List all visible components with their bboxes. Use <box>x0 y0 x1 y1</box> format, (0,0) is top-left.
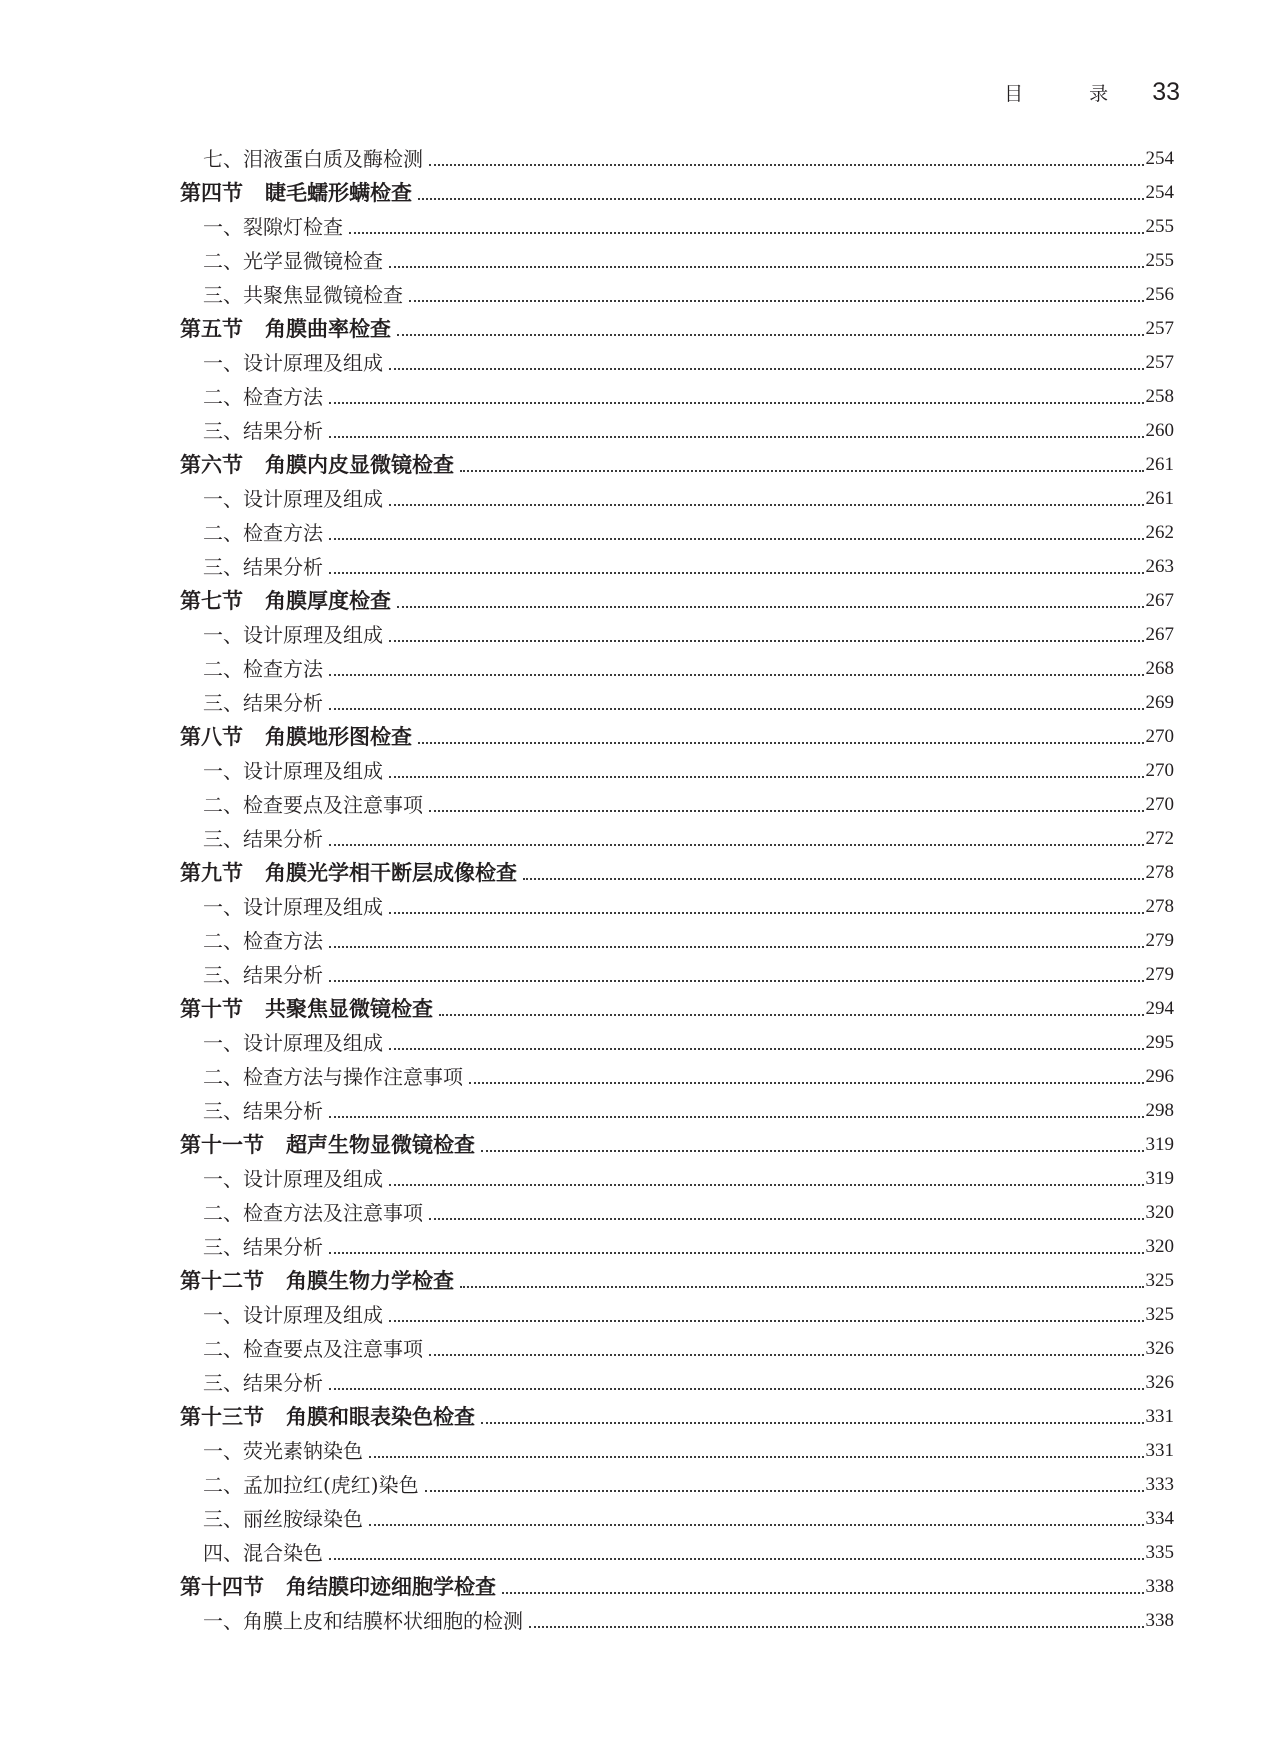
toc-page-number: 270 <box>1145 794 1174 815</box>
toc-entry-title: 二、孟加拉红(虎红)染色 <box>203 1473 419 1497</box>
toc-page-number: 261 <box>1145 488 1174 509</box>
toc-page-number: 325 <box>1145 1304 1174 1325</box>
toc-entry-title: 一、设计原理及组成 <box>203 351 383 375</box>
section-title: 角膜厚度检查 <box>265 588 391 613</box>
toc-entry-title: 四、混合染色 <box>203 1541 323 1565</box>
dot-leader <box>418 196 1144 200</box>
dot-leader <box>329 706 1144 710</box>
toc-item-row[interactable] <box>0 1604 1280 1638</box>
toc-item-row[interactable] <box>0 210 1280 244</box>
toc-section-row[interactable] <box>0 992 1280 1026</box>
toc-item-row[interactable] <box>0 1026 1280 1060</box>
dot-leader <box>389 774 1144 778</box>
running-header <box>1004 72 1180 112</box>
toc-page-number: 267 <box>1145 590 1174 611</box>
dot-leader <box>329 842 1144 846</box>
dot-leader <box>349 230 1144 234</box>
toc-page-number: 257 <box>1145 318 1174 339</box>
dot-leader <box>329 1386 1144 1390</box>
section-title: 角膜和眼表染色检查 <box>286 1404 475 1429</box>
toc-entry-title: 三、结果分析 <box>203 963 323 987</box>
toc-page-number: 326 <box>1145 1338 1174 1359</box>
toc-entry-title <box>180 1264 460 1298</box>
toc-entry-title <box>180 176 418 210</box>
toc-entry-title <box>180 720 418 754</box>
toc-item-row[interactable] <box>0 788 1280 822</box>
toc-page-number: 296 <box>1145 1066 1174 1087</box>
dot-leader <box>523 876 1144 880</box>
dot-leader <box>409 298 1144 302</box>
toc-entry-title <box>180 312 397 346</box>
toc-entry-title <box>180 1570 502 1604</box>
toc-section-row[interactable] <box>0 448 1280 482</box>
toc-section-row[interactable] <box>0 176 1280 210</box>
dot-leader <box>481 1148 1144 1152</box>
toc-item-row[interactable] <box>0 482 1280 516</box>
toc-entry-title: 一、设计原理及组成 <box>203 623 383 647</box>
dot-leader <box>329 672 1144 676</box>
toc-item-row[interactable] <box>0 1332 1280 1366</box>
section-number: 第十节 <box>180 996 243 1021</box>
toc-item-row[interactable] <box>0 1060 1280 1094</box>
toc-page-number: 319 <box>1145 1134 1174 1155</box>
section-number: 第四节 <box>180 180 243 205</box>
dot-leader <box>425 1488 1144 1492</box>
section-title: 睫毛蠕形螨检查 <box>265 180 412 205</box>
toc-section-row[interactable] <box>0 584 1280 618</box>
toc-item-row[interactable] <box>0 550 1280 584</box>
toc-entry-title: 三、结果分析 <box>203 555 323 579</box>
toc-entry-title: 三、结果分析 <box>203 1235 323 1259</box>
toc-entry-title: 一、设计原理及组成 <box>203 1303 383 1327</box>
toc-item-row[interactable] <box>0 380 1280 414</box>
toc-item-row[interactable] <box>0 1434 1280 1468</box>
toc-page-number: 326 <box>1145 1372 1174 1393</box>
toc-item-row[interactable] <box>0 278 1280 312</box>
toc-entry-title: 三、丽丝胺绿染色 <box>203 1507 363 1531</box>
toc-entry-title: 一、设计原理及组成 <box>203 895 383 919</box>
toc-page-number: 335 <box>1145 1542 1174 1563</box>
dot-leader <box>329 944 1144 948</box>
toc-page-number: 262 <box>1145 522 1174 543</box>
toc-page-number: 278 <box>1145 862 1174 883</box>
toc-entry-title: 一、设计原理及组成 <box>203 1031 383 1055</box>
toc-page-number: 320 <box>1145 1236 1174 1257</box>
toc-item-row[interactable] <box>0 890 1280 924</box>
toc-page-number: 254 <box>1145 148 1174 169</box>
dot-leader <box>460 468 1144 472</box>
toc-page-number: 270 <box>1145 726 1174 747</box>
toc-section-row[interactable] <box>0 720 1280 754</box>
toc-item-row[interactable] <box>0 1366 1280 1400</box>
dot-leader <box>460 1284 1144 1288</box>
toc-entry-title: 二、检查方法 <box>203 657 323 681</box>
dot-leader <box>329 1114 1144 1118</box>
toc-entry-title: 二、检查方法及注意事项 <box>203 1201 423 1225</box>
dot-leader <box>329 400 1144 404</box>
dot-leader <box>389 1182 1144 1186</box>
toc-page-number: 294 <box>1145 998 1174 1019</box>
toc-entry-title <box>180 1400 481 1434</box>
toc-entry-title: 一、设计原理及组成 <box>203 1167 383 1191</box>
toc-page-number: 278 <box>1145 896 1174 917</box>
toc-entry-title: 三、结果分析 <box>203 1099 323 1123</box>
toc-item-row[interactable] <box>0 1094 1280 1128</box>
toc-item-row[interactable] <box>0 958 1280 992</box>
toc-page-number: 260 <box>1145 420 1174 441</box>
toc-entry-title: 七、泪液蛋白质及酶检测 <box>203 147 423 171</box>
toc-page-number: 267 <box>1145 624 1174 645</box>
toc-entry-title <box>180 448 460 482</box>
toc-page-number: 272 <box>1145 828 1174 849</box>
toc-page-number: 263 <box>1145 556 1174 577</box>
toc-page-number: 257 <box>1145 352 1174 373</box>
toc-item-row[interactable] <box>0 822 1280 856</box>
toc-entry-title: 三、结果分析 <box>203 691 323 715</box>
toc-page-number: 270 <box>1145 760 1174 781</box>
toc-page-number: 298 <box>1145 1100 1174 1121</box>
dot-leader <box>429 808 1144 812</box>
dot-leader <box>469 1080 1144 1084</box>
toc-entry-title: 二、检查方法 <box>203 929 323 953</box>
toc-page-number: 319 <box>1145 1168 1174 1189</box>
toc-item-row[interactable] <box>0 618 1280 652</box>
toc-entry-title <box>180 856 523 890</box>
toc-entry-title: 一、荧光素钠染色 <box>203 1439 363 1463</box>
toc-page-number: 279 <box>1145 930 1174 951</box>
toc-section-row[interactable] <box>0 1264 1280 1298</box>
dot-leader <box>329 570 1144 574</box>
dot-leader <box>389 366 1144 370</box>
toc-page-number: 261 <box>1145 454 1174 475</box>
toc-item-row[interactable] <box>0 414 1280 448</box>
dot-leader <box>429 1216 1144 1220</box>
toc-section-row[interactable] <box>0 1128 1280 1162</box>
dot-leader <box>369 1522 1144 1526</box>
section-number: 第七节 <box>180 588 243 613</box>
toc-item-row[interactable] <box>0 754 1280 788</box>
toc-page-number: 331 <box>1145 1440 1174 1461</box>
toc-entry-title: 二、检查方法与操作注意事项 <box>203 1065 463 1089</box>
toc-page-number: 338 <box>1145 1576 1174 1597</box>
toc-entry-title <box>180 584 397 618</box>
section-number: 第九节 <box>180 860 243 885</box>
toc-item-row[interactable] <box>0 516 1280 550</box>
toc-page-number: 331 <box>1145 1406 1174 1427</box>
toc-page-number: 295 <box>1145 1032 1174 1053</box>
toc-page-number: 320 <box>1145 1202 1174 1223</box>
dot-leader <box>429 162 1144 166</box>
toc-item-row[interactable] <box>0 924 1280 958</box>
toc-entry-title <box>180 992 439 1026</box>
section-number: 第六节 <box>180 452 243 477</box>
toc-page-number: 258 <box>1145 386 1174 407</box>
section-title: 角膜地形图检查 <box>265 724 412 749</box>
dot-leader <box>502 1590 1144 1594</box>
dot-leader <box>529 1624 1144 1628</box>
toc-entry-title: 三、结果分析 <box>203 827 323 851</box>
dot-leader <box>329 1556 1144 1560</box>
section-number: 第十一节 <box>180 1132 264 1157</box>
toc-item-row[interactable] <box>0 1162 1280 1196</box>
toc-entry-title: 二、光学显微镜检查 <box>203 249 383 273</box>
dot-leader <box>329 536 1144 540</box>
toc-entry-title: 一、设计原理及组成 <box>203 487 383 511</box>
toc-entry-title: 一、裂隙灯检查 <box>203 215 343 239</box>
page-number: 33 <box>1152 77 1180 106</box>
dot-leader <box>397 332 1144 336</box>
toc-item-row[interactable] <box>0 1536 1280 1570</box>
dot-leader <box>369 1454 1144 1458</box>
toc-item-row[interactable] <box>0 1196 1280 1230</box>
toc-section-row[interactable] <box>0 1400 1280 1434</box>
toc-page-number: 254 <box>1145 182 1174 203</box>
toc-item-row[interactable] <box>0 1502 1280 1536</box>
toc-item-row[interactable] <box>0 142 1280 176</box>
toc-item-row[interactable] <box>0 244 1280 278</box>
table-of-contents <box>0 142 1280 1638</box>
dot-leader <box>389 264 1144 268</box>
dot-leader <box>439 1012 1144 1016</box>
section-title: 角膜曲率检查 <box>265 316 391 341</box>
toc-entry-title: 三、结果分析 <box>203 419 323 443</box>
dot-leader <box>481 1420 1144 1424</box>
dot-leader <box>418 740 1144 744</box>
section-title: 角膜光学相干断层成像检查 <box>265 860 517 885</box>
toc-entry-title: 三、共聚焦显微镜检查 <box>203 283 403 307</box>
toc-page-number: 255 <box>1145 250 1174 271</box>
section-title: 共聚焦显微镜检查 <box>265 996 433 1021</box>
section-title: 超声生物显微镜检查 <box>286 1132 475 1157</box>
section-number: 第五节 <box>180 316 243 341</box>
toc-entry-title <box>180 1128 481 1162</box>
toc-page-number: 269 <box>1145 692 1174 713</box>
toc-entry-title: 二、检查方法 <box>203 521 323 545</box>
toc-item-row[interactable] <box>0 346 1280 380</box>
toc-item-row[interactable] <box>0 1468 1280 1502</box>
toc-entry-title: 二、检查方法 <box>203 385 323 409</box>
dot-leader <box>397 604 1144 608</box>
toc-section-row[interactable] <box>0 312 1280 346</box>
toc-item-row[interactable] <box>0 686 1280 720</box>
toc-page-number: 334 <box>1145 1508 1174 1529</box>
toc-entry-title: 二、检查要点及注意事项 <box>203 793 423 817</box>
toc-section-row[interactable] <box>0 856 1280 890</box>
toc-page-number: 333 <box>1145 1474 1174 1495</box>
dot-leader <box>389 1046 1144 1050</box>
section-title: 角结膜印迹细胞学检查 <box>286 1574 496 1599</box>
toc-entry-title: 一、角膜上皮和结膜杯状细胞的检测 <box>203 1609 523 1633</box>
dot-leader <box>389 1318 1144 1322</box>
dot-leader <box>389 910 1144 914</box>
toc-entry-title: 二、检查要点及注意事项 <box>203 1337 423 1361</box>
dot-leader <box>329 1250 1144 1254</box>
section-number: 第十四节 <box>180 1574 264 1599</box>
toc-entry-title: 三、结果分析 <box>203 1371 323 1395</box>
toc-page-number: 279 <box>1145 964 1174 985</box>
toc-entry-title: 一、设计原理及组成 <box>203 759 383 783</box>
section-title: 角膜生物力学检查 <box>286 1268 454 1293</box>
dot-leader <box>389 638 1144 642</box>
dot-leader <box>389 502 1144 506</box>
section-number: 第十三节 <box>180 1404 264 1429</box>
toc-section-row[interactable] <box>0 1570 1280 1604</box>
dot-leader <box>329 978 1144 982</box>
dot-leader <box>329 434 1144 438</box>
section-title: 角膜内皮显微镜检查 <box>265 452 454 477</box>
toc-item-row[interactable] <box>0 652 1280 686</box>
toc-item-row[interactable] <box>0 1230 1280 1264</box>
toc-item-row[interactable] <box>0 1298 1280 1332</box>
toc-page-number: 338 <box>1145 1610 1174 1631</box>
dot-leader <box>429 1352 1144 1356</box>
toc-page-number: 268 <box>1145 658 1174 679</box>
section-number: 第八节 <box>180 724 243 749</box>
toc-page-number: 255 <box>1145 216 1174 237</box>
toc-page-number: 325 <box>1145 1270 1174 1291</box>
toc-page-number: 256 <box>1145 284 1174 305</box>
section-number: 第十二节 <box>180 1268 264 1293</box>
header-title: 目 录 <box>1004 82 1139 105</box>
